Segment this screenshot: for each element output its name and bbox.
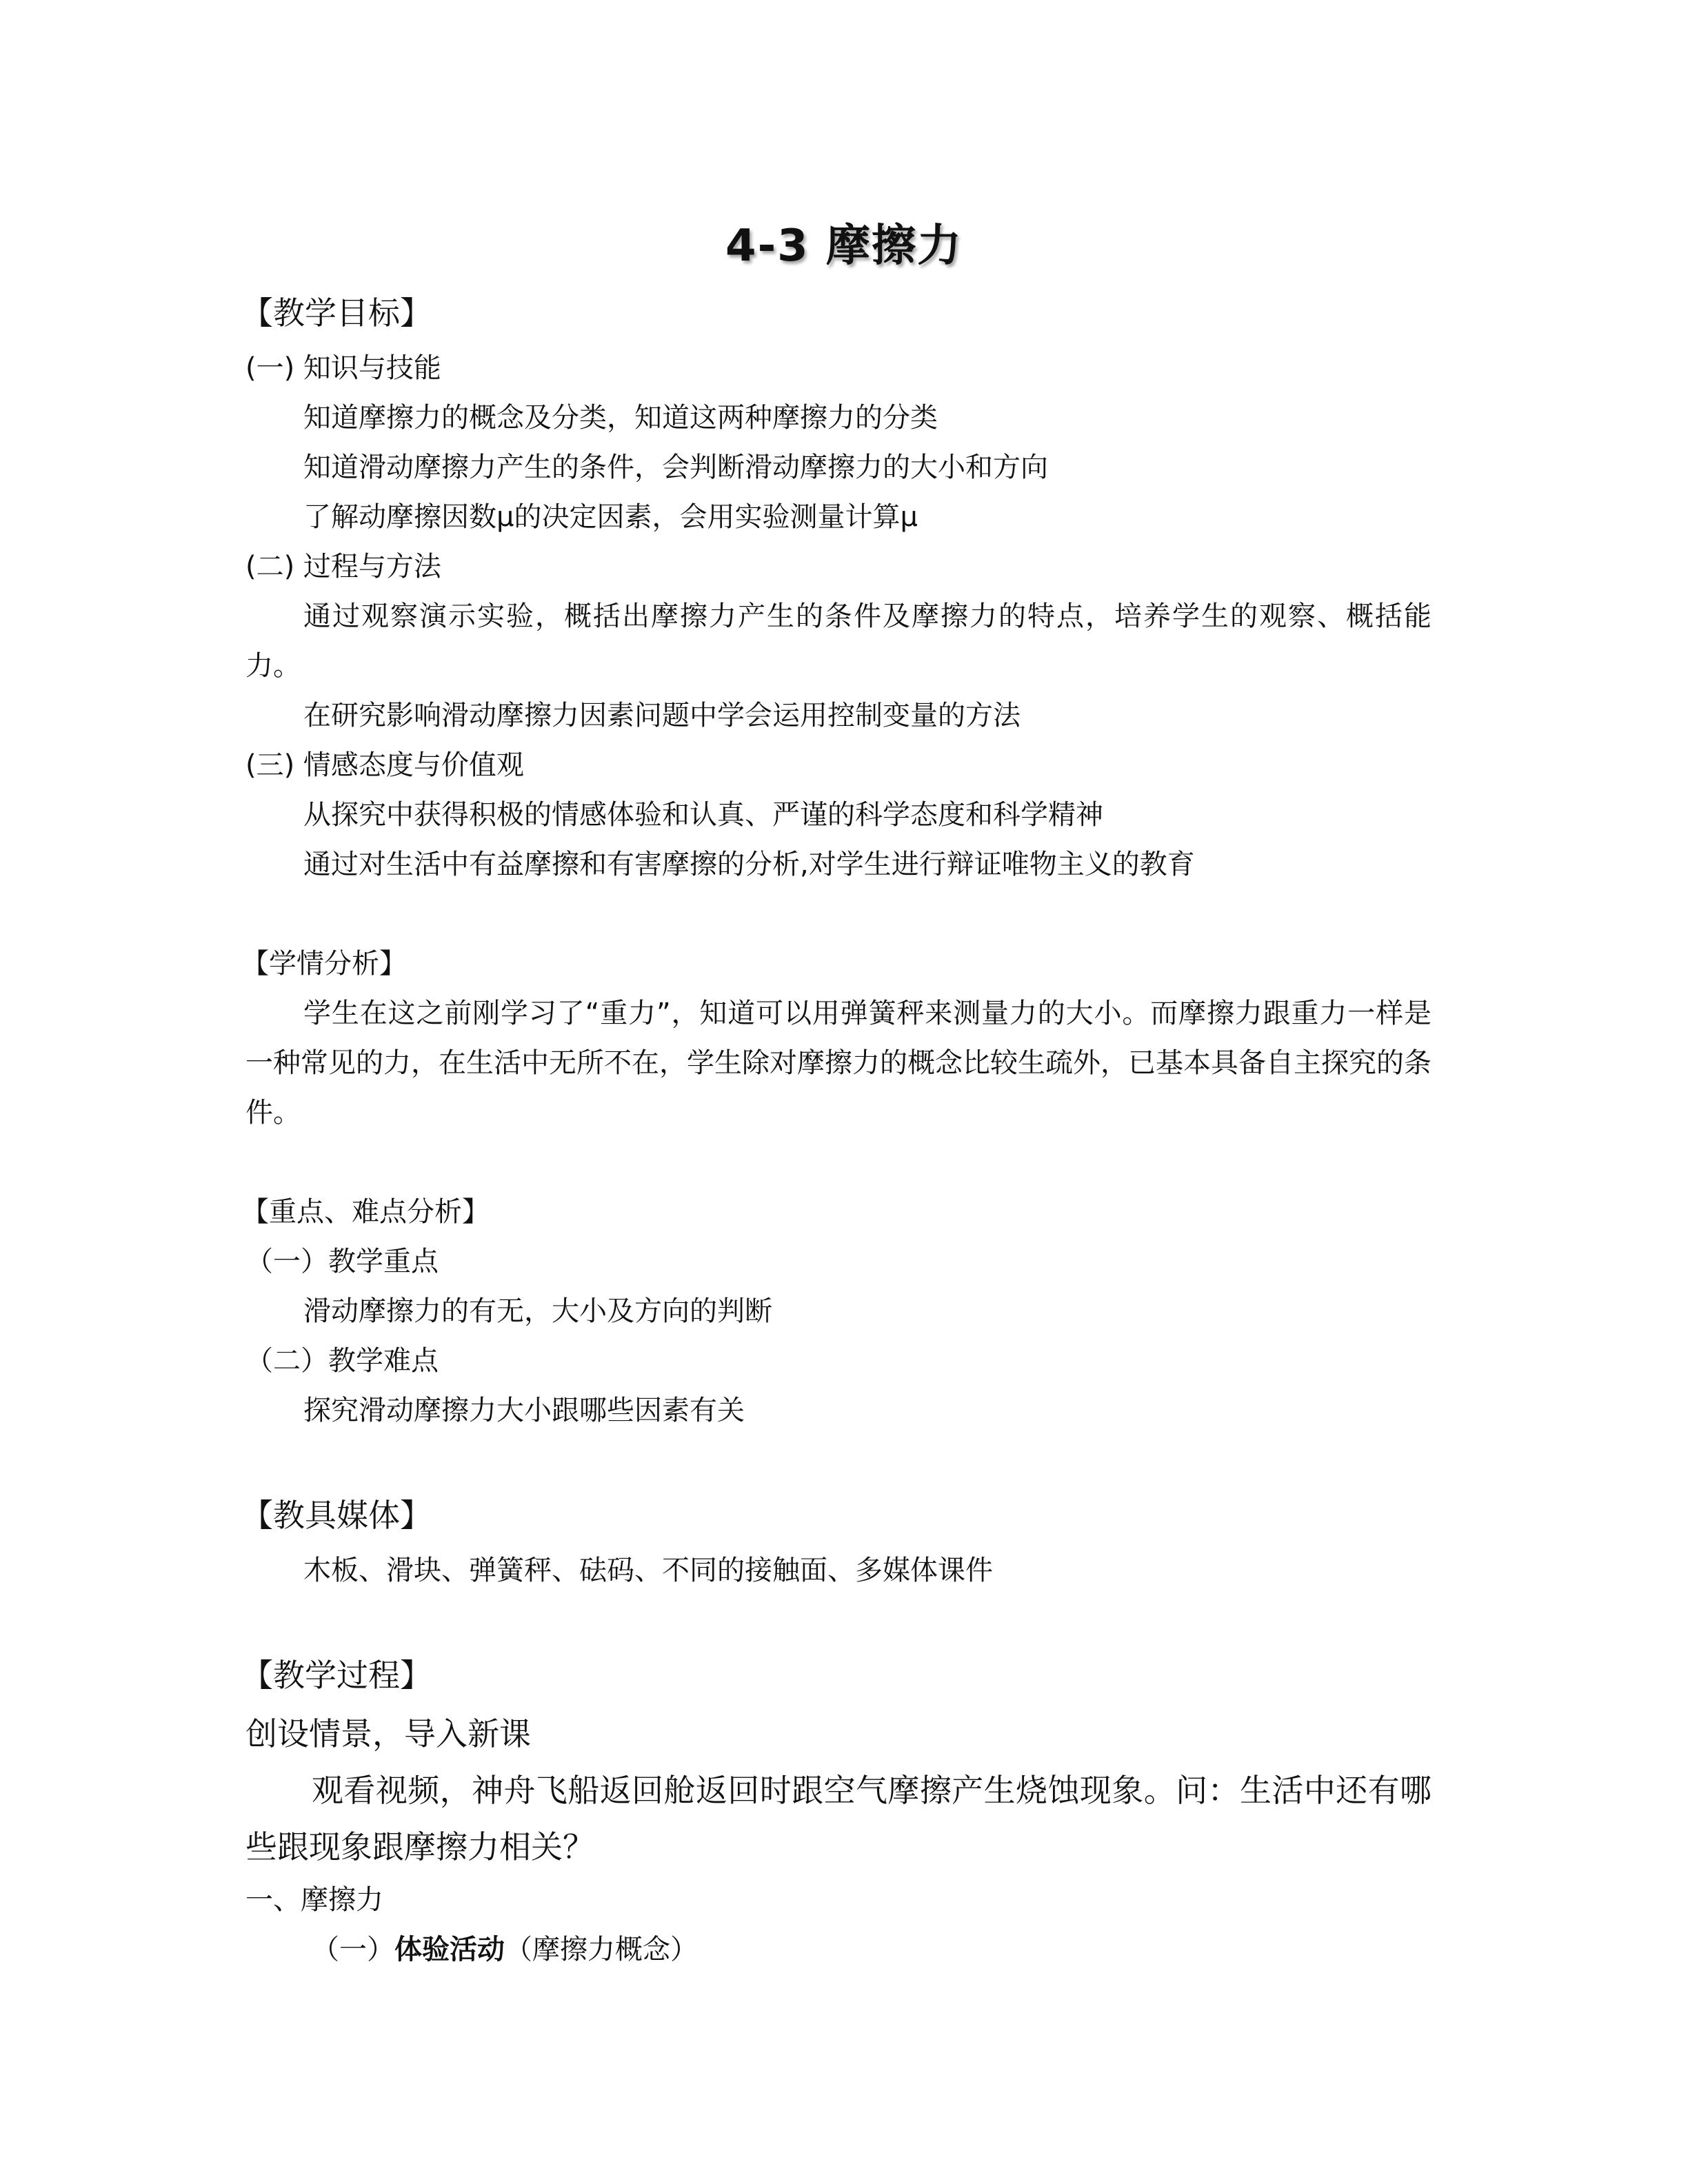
section-heading-media: 【教具媒体】	[241, 1497, 432, 1534]
activity-title: 体验活动	[394, 1934, 505, 1965]
spacer	[245, 1138, 1431, 1187]
subheading-difficulty: （二）教学难点	[245, 1345, 439, 1377]
intro-label: 创设情景，导入新课	[245, 1715, 531, 1752]
subheading-emotion: (三) 情感态度与价值观	[245, 749, 524, 781]
list-item: 在研究影响滑动摩擦力因素问题中学会运用控制变量的方法	[303, 700, 1021, 731]
subheading-focus: （一）教学重点	[245, 1246, 439, 1277]
spacer	[245, 1595, 1431, 1645]
list-item: 通过对生活中有益摩擦和有害摩擦的分析,对学生进行辩证唯物主义的教育	[303, 849, 1195, 880]
focus-text: 滑动摩擦力的有无，大小及方向的判断	[303, 1295, 772, 1327]
page-title: 4-3 摩擦力	[725, 221, 963, 272]
list-item: 从探究中获得积极的情感体验和认真、严谨的科学态度和科学精神	[303, 799, 1103, 831]
activity-prefix: （一）	[312, 1934, 394, 1965]
list-item: 通过观察演示实验，概括出摩擦力产生的条件及摩擦力的特点，培养学生的观察、概括能力。	[245, 600, 1431, 682]
media-text: 木板、滑块、弹簧秤、砝码、不同的接触面、多媒体课件	[303, 1555, 993, 1586]
list-item: 知道滑动摩擦力产生的条件，会判断滑动摩擦力的大小和方向	[303, 452, 1048, 483]
document-body	[241, 283, 1431, 1974]
section-heading-process: 【教学过程】	[241, 1657, 432, 1694]
activity-line	[245, 1925, 1431, 1974]
intro-paragraph: 观看视频，神舟飞船返回舱返回时跟空气摩擦产生烧蚀现象。问：生活中还有哪些跟现象跟摩擦力相关？	[245, 1772, 1431, 1866]
section-heading-analysis: 【学情分析】	[241, 948, 407, 980]
spacer	[245, 889, 1431, 939]
analysis-paragraph: 学生在这之前刚学习了“重力”，知道可以用弹簧秤来测量力的大小。而摩擦力跟重力一样是一种常见的力，在生活中无所不在，学生除对摩擦力的概念比较生疏外，已基本具备自主探究的条件。	[245, 998, 1431, 1129]
list-item: 了解动摩擦因数μ的决定因素，会用实验测量计算μ	[303, 501, 918, 533]
activity-suffix: （摩擦力概念）	[505, 1934, 698, 1965]
section-heading-objectives: 【教学目标】	[241, 294, 432, 332]
difficulty-text: 探究滑动摩擦力大小跟哪些因素有关	[303, 1395, 745, 1426]
spacer	[245, 1435, 1431, 1485]
subheading-process: (二) 过程与方法	[245, 551, 441, 583]
section-one-heading: 一、摩擦力	[245, 1884, 383, 1916]
section-heading-keypoints: 【重点、难点分析】	[241, 1196, 490, 1228]
list-item: 知道摩擦力的概念及分类，知道这两种摩擦力的分类	[303, 402, 938, 434]
subheading-knowledge: (一) 知识与技能	[245, 352, 441, 384]
